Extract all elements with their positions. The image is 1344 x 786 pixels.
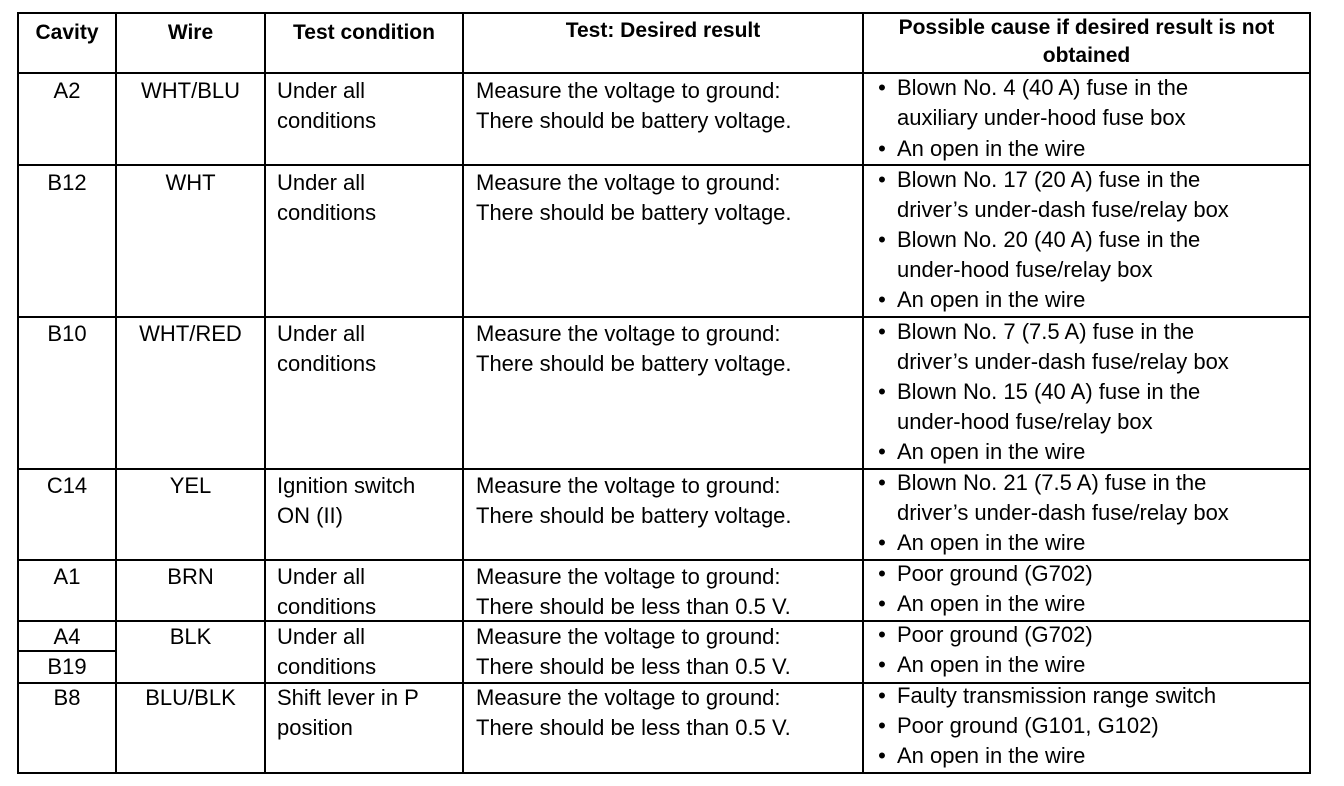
bullet-icon: •: [878, 652, 886, 677]
header-test-result: Test: Desired result: [565, 19, 761, 42]
cell-cavity: B8: [53, 685, 81, 710]
bullet-icon: •: [878, 287, 886, 312]
bullet-icon: •: [878, 136, 886, 161]
cell-wire: WHT/BLU: [141, 78, 240, 103]
bullet-icon: •: [878, 379, 886, 404]
bullet-icon: •: [878, 470, 886, 495]
cell-cavity-secondary: B19: [47, 654, 87, 679]
cell-wire: BLK: [169, 624, 212, 649]
bullet-icon: •: [878, 75, 886, 100]
cell-test-condition: Under all conditions: [277, 564, 377, 619]
cell-test-condition: Shift lever in P position: [277, 685, 419, 740]
column-divider: [264, 12, 266, 774]
bullet-icon: •: [878, 227, 886, 252]
cell-wire: WHT/RED: [139, 321, 242, 346]
cell-test-result: Measure the voltage to ground: There should be less than 0.5 V.: [476, 564, 791, 619]
cell-test-condition: Under all conditions: [277, 170, 377, 225]
cell-cavity: B12: [47, 170, 87, 195]
cell-test-condition: Under all conditions: [277, 624, 377, 679]
bullet-icon: •: [878, 683, 886, 708]
diagnostic-table: Cavity Wire Test condition Test: Desired result Possible cause if desired result is not obtained A2 WHT/BLU Under all conditions Measure the voltage to ground: There should be battery voltage. • Blown No. 4 (40 A) fuse in the auxiliary under-hood fuse box • An open in the wire B12 WHT Under all conditions Measure the voltage to ground: There should be battery voltage. • Blown No. 17 (20 A) fuse in the driver’s under-dash fuse/relay box • Blown No. 20 (40 A) fuse in the under-hood fuse/relay box • An open in the wire B10 WHT/RED Under all conditions Measure the voltage to ground: There should be battery voltage. • Blown No. 7 (7.5 A) fuse in the driver’s under-dash fuse/relay box • Blown No. 15 (40 A) fuse in the under-hood fuse/relay box • An open in the wire C14 YEL Ignition switch ON (II) Measure the voltage to ground: There should be battery voltage. • Blown No. 21 (7.5 A) fuse in the driver’s under-dash fuse/relay box • An open in the wire A1 BRN Under all conditions Measure the voltage to ground: There should be less than 0.5 V. • Poor ground (G702) • An open in the wire A4 B19 BLK Under all conditions Measure the voltage to ground: There should be less than 0.5 V. • Poor ground (G702) • An open in the wire B8 BLU/BLK Shift lever in P position Measure the voltage to ground: There should be less than 0.5 V. • Faulty transmission range switch • Poor ground (G101, G102) • An open in the wire: [17, 12, 1311, 774]
cell-wire: BRN: [167, 564, 214, 589]
cell-test-condition: Under all conditions: [277, 78, 377, 133]
cell-cavity: B10: [47, 321, 87, 346]
row-divider: [17, 559, 1311, 561]
column-divider: [462, 12, 464, 774]
cell-wire: BLU/BLK: [145, 685, 236, 710]
header-possible-cause-line2: obtained: [1042, 44, 1131, 67]
bullet-icon: •: [878, 713, 886, 738]
header-possible-cause: [864, 14, 1309, 70]
table-border-right: [1309, 12, 1311, 774]
cell-test-result: Measure the voltage to ground: There should be less than 0.5 V.: [476, 685, 791, 740]
cell-wire: YEL: [169, 473, 212, 498]
bullet-icon: •: [878, 591, 886, 616]
bullet-icon: •: [878, 530, 886, 555]
header-cavity: Cavity: [35, 21, 99, 44]
cell-cavity: A1: [53, 564, 81, 589]
bullet-icon: •: [878, 439, 886, 464]
header-wire: Wire: [167, 21, 214, 44]
column-divider: [115, 12, 117, 774]
bullet-icon: •: [878, 561, 886, 586]
cell-cavity: A4: [53, 624, 81, 649]
cell-test-result: Measure the voltage to ground: There should be battery voltage.: [476, 473, 792, 528]
cell-cavity: C14: [46, 473, 88, 498]
cell-test-result: Measure the voltage to ground: There should be battery voltage.: [476, 170, 792, 225]
column-divider: [862, 12, 864, 774]
bullet-icon: •: [878, 319, 886, 344]
table-border-bottom: [17, 772, 1311, 774]
bullet-icon: •: [878, 167, 886, 192]
header-possible-cause-line1: Possible cause if desired result is not: [898, 16, 1275, 39]
cell-wire: WHT: [165, 170, 216, 195]
cell-test-condition: Ignition switch ON (II): [277, 473, 416, 528]
cell-cavity: A2: [53, 78, 81, 103]
cell-test-result: Measure the voltage to ground: There should be battery voltage.: [476, 321, 792, 376]
cell-test-condition: Under all conditions: [277, 321, 377, 376]
bullet-icon: •: [878, 743, 886, 768]
cell-test-result: Measure the voltage to ground: There should be battery voltage.: [476, 78, 792, 133]
cell-test-result: Measure the voltage to ground: There should be less than 0.5 V.: [476, 624, 791, 679]
header-test-condition: Test condition: [293, 21, 435, 44]
bullet-icon: •: [878, 622, 886, 647]
